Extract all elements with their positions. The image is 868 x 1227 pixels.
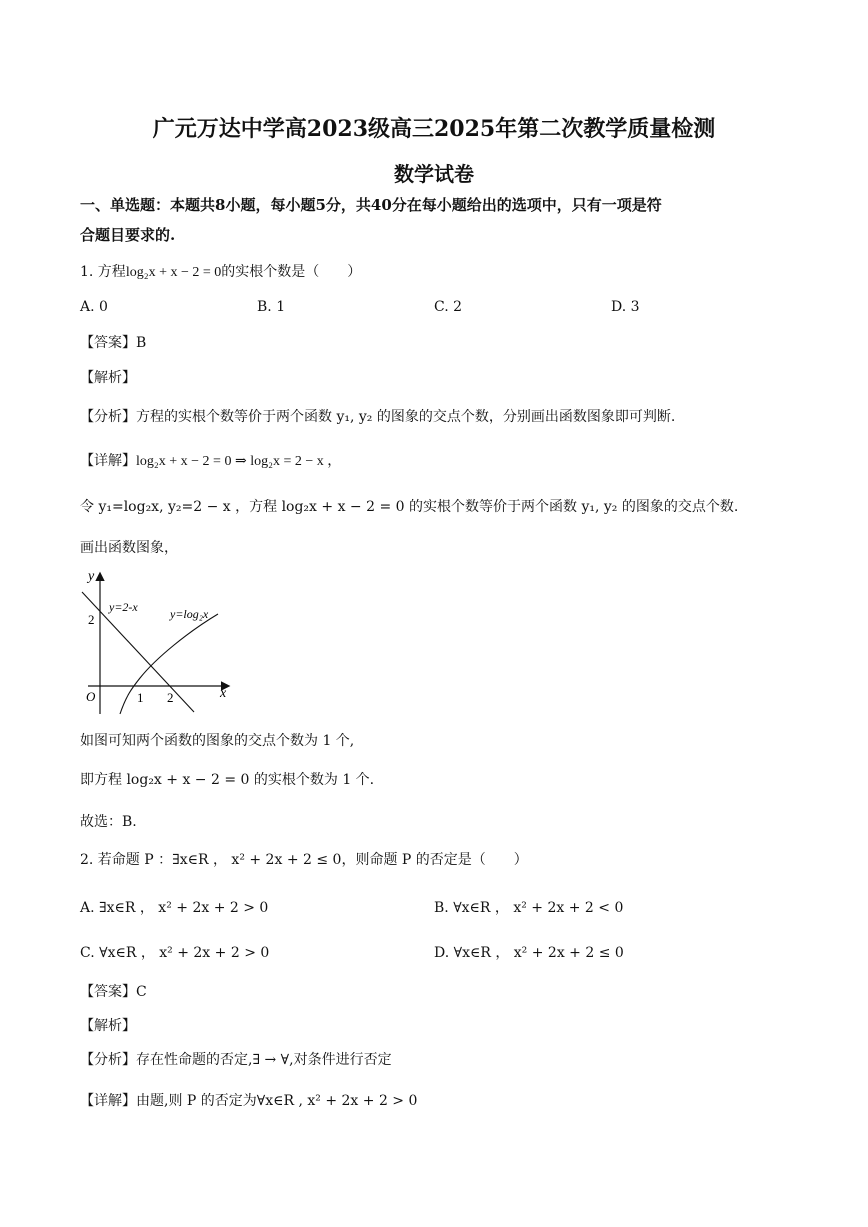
q1-stem [80,262,361,283]
q1-fenxi: 【分析】方程的实根个数等价于两个函数 y₁, y₂ 的图象的交点个数，分别画出函数图象即可判断. [80,409,676,425]
section-heading-line1: 一、单选题：本题共8小题，每小题5分，共40分在每小题给出的选项中，只有一项是符 [80,196,662,214]
q1-xiangjie-label: 【详解】 [80,453,136,469]
curve-label: y=log₂x [170,607,209,621]
q2-option-a: A. ∃x∈R ， x² + 2x + 2 > 0 [80,900,269,916]
q2-stem: 2. 若命题 P ：∃x∈R ， x² + 2x + 2 ≤ 0，则命题 P 的否定是（ ） [80,852,528,868]
q1-ling-line: 令 y₁=log₂x, y₂=2 − x ，方程 log₂x + x − 2 = 0 的实根个数等价于两个函数 y₁, y₂ 的图象的交点个数. [80,499,739,515]
q2-answer: 【答案】C [80,984,147,1000]
q1-equation: log₂x + x − 2 = 0 [125,265,222,280]
q1-option-b: B. 1 [257,299,286,315]
section-heading-line2: 合题目要求的. [80,226,176,244]
x-axis-label: x [220,686,227,701]
q1-option-a: A. 0 [80,299,108,315]
q1-xiangjie [80,451,341,472]
q2-option-d: D. ∀x∈R ， x² + 2x + 2 ≤ 0 [434,945,624,961]
q1-suffix: 的实根个数是（ ） [221,264,362,280]
tick-x-1: 1 [137,690,144,705]
q1-analysis-label: 【解析】 [80,370,136,386]
q2-analysis-label: 【解析】 [80,1018,136,1034]
y-axis-label: y [88,569,95,584]
q2-option-c: C. ∀x∈R ， x² + 2x + 2 > 0 [80,945,270,961]
q1-draw-line: 画出函数图象， [80,540,178,556]
tick-x-2: 2 [167,690,174,705]
q1-xiangjie-eq: log₂x + x − 2 = 0 ⇒ log₂x = 2 − x ， [136,454,342,469]
document-title: 广元万达中学高2023级高三2025年第二次教学质量检测 [152,116,716,142]
q1-option-d: D. 3 [611,299,640,315]
origin-label: O [86,689,96,704]
q2-fenxi: 【分析】存在性命题的否定,∃ → ∀,对条件进行否定 [80,1052,392,1068]
q1-answer: 【答案】B [80,335,147,351]
line-label: y=2-x [109,600,138,614]
document-subtitle: 数学试卷 [394,162,474,186]
q1-prefix: 1. 方程 [80,264,126,280]
q1-conclusion2: 即方程 log₂x + x − 2 = 0 的实根个数为 1 个. [80,772,375,788]
q2-xiangjie: 【详解】由题,则 P 的否定为∀x∈R , x² + 2x + 2 > 0 [80,1093,418,1109]
q1-conclusion1: 如图可知两个函数的图象的交点个数为 1 个, [80,733,355,749]
function-graph [78,566,238,718]
tick-y-2: 2 [88,612,95,627]
q1-choice: 故选：B. [80,814,137,830]
q1-option-c: C. 2 [434,299,463,315]
q2-option-b: B. ∀x∈R ， x² + 2x + 2 < 0 [434,900,624,916]
